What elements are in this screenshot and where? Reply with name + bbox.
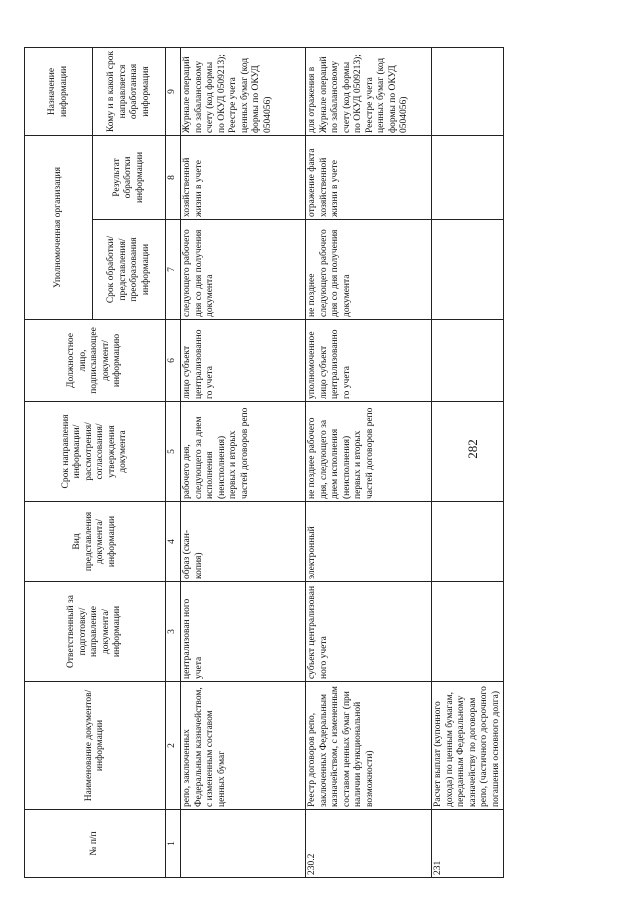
column-numbers-row (166, 47, 181, 877)
cell-representation-type: образ (скан-копия) (181, 502, 306, 582)
cell-representation-type (432, 502, 504, 582)
cell-document-name: Реестр договоров репо, заключенных Федеральным казначейством, с измененным составом ценных бумаг (при наличии функциональной возможности) (306, 682, 432, 810)
header-processing-result: Результат обработки информации (93, 135, 166, 219)
header-representation-type: Вид представления документа/ информации (25, 502, 166, 582)
header-row-1 (25, 47, 93, 877)
table-row (432, 47, 504, 877)
cell-sending-deadline (432, 402, 504, 502)
cell-official (432, 320, 504, 402)
cell-processing-deadline: следующего рабочего дня со дня получения документа (181, 220, 306, 320)
page-number: 282 (465, 439, 480, 459)
column-number: 9 (166, 47, 181, 135)
cell-processing-deadline (432, 220, 504, 320)
table-row (306, 47, 432, 877)
cell-number: 231 (432, 810, 504, 878)
header-recipient: Кому и в какой срок направляется обработанная информация (93, 47, 166, 135)
column-number: 7 (166, 220, 181, 320)
header-processing-deadline: Срок обработки/ представления/ преобразования информации (93, 220, 166, 320)
header-number: № п/п (25, 810, 166, 878)
cell-responsible: централизован ного учета (181, 582, 306, 682)
cell-number: 230.2 (306, 810, 432, 878)
cell-representation-type: электронный (306, 502, 432, 582)
cell-processing-result (432, 135, 504, 219)
header-purpose: Назначение информации (25, 47, 93, 135)
column-number: 5 (166, 402, 181, 502)
column-number: 4 (166, 502, 181, 582)
cell-processing-result: отражение факта хозяйственной жизни в учете (306, 135, 432, 219)
cell-sending-deadline: рабочего дня, следующего за днем исполнения (неисполнения) первых и вторых частей договоров репо (181, 402, 306, 502)
header-official: Должностное лицо, подписывающее документ/ информацию (25, 320, 166, 402)
cell-official: уполномоченное лицо субъект централизованно го учета (306, 320, 432, 402)
cell-processing-deadline: не позднее следующего рабочего дня со дня получения документа (306, 220, 432, 320)
column-number: 3 (166, 582, 181, 682)
cell-recipient (432, 47, 504, 135)
cell-sending-deadline: не позднее рабочего дня, следующего за днем исполнения (неисполнения) первых и вторых частей договоров репо (306, 402, 432, 502)
header-document-name: Наименование документов/ информации (25, 682, 166, 810)
header-sending-deadline: Срок направления информации/ рассмотрения/ согласования/ утверждения документа (25, 402, 166, 502)
column-number: 8 (166, 135, 181, 219)
cell-document-name: репо, заключенных Федеральным казначейством, с измененным составом ценных бумаг (181, 682, 306, 810)
header-authorized-organization: Уполномоченная организация (25, 135, 93, 319)
cell-responsible: субъект централизован ного учета (306, 582, 432, 682)
table-row (181, 47, 306, 877)
column-number: 1 (166, 810, 181, 878)
cell-recipient: Журнале операций по забалансовому счету (код формы по ОКУД 0509213); Реестре учета ценных бумаг (код формы по ОКУД 0504056) (181, 47, 306, 135)
column-number: 6 (166, 320, 181, 402)
cell-official: лицо субъект централизованно го учета (181, 320, 306, 402)
column-number: 2 (166, 682, 181, 810)
cell-document-name: Расчет выплат (купонного дохода) по ценным бумагам, переданным Федеральному казначейству по договорам репо, (частичного досрочного погашения основного долга) (432, 682, 504, 810)
document-table (24, 47, 504, 878)
cell-number (181, 810, 306, 878)
cell-responsible (432, 582, 504, 682)
cell-processing-result: хозяйственной жизни в учете (181, 135, 306, 219)
cell-recipient: для отражения в Журнале операций по забалансовому счету (код формы по ОКУД 0509213); Реестре учета ценных бумаг (код формы по ОКУД 0504056) (306, 47, 432, 135)
header-responsible: Ответственный за подготовку/ направление документа/ информации (25, 582, 166, 682)
